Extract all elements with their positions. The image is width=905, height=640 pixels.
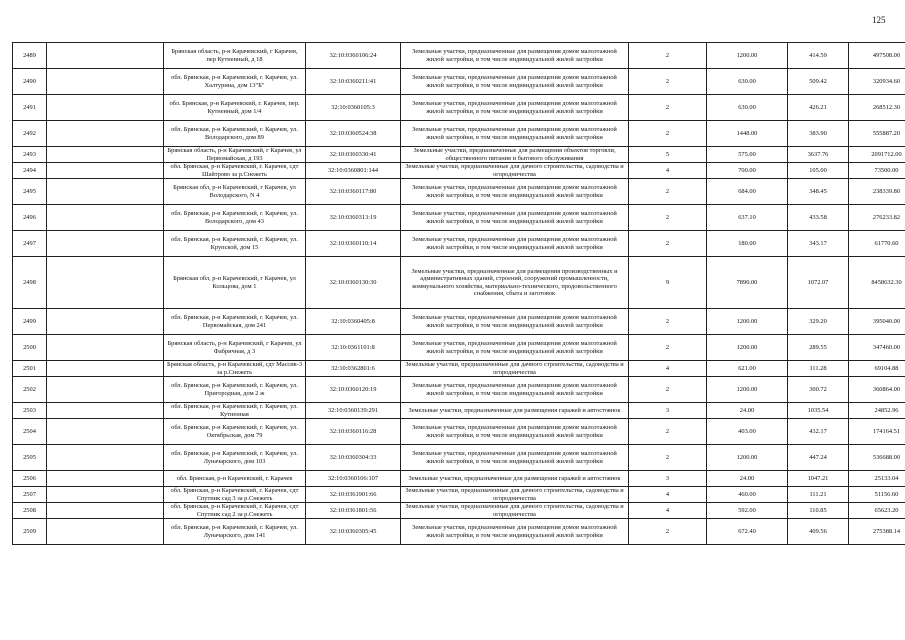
group-cell: 2: [629, 519, 707, 545]
cadastral-value-cell: 275388.14: [849, 519, 905, 545]
land-use-cell: Земельные участки, предназначенные для размещения домов малоэтажной жилой застройки, в том числе индивидуальной жилой застройки: [401, 377, 629, 403]
row-number-cell: 2502: [13, 377, 47, 403]
area-cell: 180.00: [707, 231, 788, 257]
cadastral-value-cell: 65623.20: [849, 503, 905, 519]
area-cell: 24.00: [707, 403, 788, 419]
unit-value-cell: 289.55: [788, 335, 849, 361]
table-row: [13, 419, 905, 445]
group-cell: 2: [629, 377, 707, 403]
land-use-cell: Земельные участки, предназначенные для размещения гаражей и автостоянок: [401, 471, 629, 487]
group-cell: 2: [629, 121, 707, 147]
cadastral-number-cell: 32:10:0362801:6: [306, 361, 401, 377]
land-use-cell: Земельные участки, предназначенные для размещения домов малоэтажной жилой застройки, в том числе индивидуальной жилой застройки: [401, 69, 629, 95]
cadastral-value-cell: 51156.60: [849, 487, 905, 503]
cadastral-value-cell: 347460.00: [849, 335, 905, 361]
empty-cell: [47, 121, 164, 147]
table-row: [13, 231, 905, 257]
cadastral-number-cell: 32:10:0360405:8: [306, 309, 401, 335]
table-row: [13, 257, 905, 309]
address-cell: Брянская область, р-н Карачевский, г Карачев, пер Кутненный, д 18: [164, 43, 306, 69]
address-cell: обл. Брянская, р-н Карачевский, г. Карачев, ул. Кутненная: [164, 403, 306, 419]
address-cell: обл. Брянская, р-н Карачевский, г. Карачев, пер. Кутненный, дом 1/4: [164, 95, 306, 121]
empty-cell: [47, 519, 164, 545]
cadastral-value-cell: 69104.88: [849, 361, 905, 377]
area-cell: 1200.00: [707, 377, 788, 403]
row-number-cell: 2506: [13, 471, 47, 487]
table-row: [13, 445, 905, 471]
cadastral-value-cell: 320934.60: [849, 69, 905, 95]
land-use-cell: Земельные участки, предназначенные для размещения домов малоэтажной жилой застройки, в том числе индивидуальной жилой застройки: [401, 95, 629, 121]
unit-value-cell: 348.45: [788, 179, 849, 205]
area-cell: 672.40: [707, 519, 788, 545]
land-use-cell: Земельные участки, предназначенные для размещения домов малоэтажной жилой застройки, в том числе индивидуальной жилой застройки: [401, 419, 629, 445]
land-use-cell: Земельные участки, предназначенные для размещения домов малоэтажной жилой застройки, в том числе индивидуальной жилой застройки: [401, 231, 629, 257]
row-number-cell: 2494: [13, 163, 47, 179]
cadastral-value-cell: 536688.00: [849, 445, 905, 471]
address-cell: обл. Брянская, р-н Карачевский, г. Карачев, ул. Пригородная, дом 2 ж: [164, 377, 306, 403]
empty-cell: [47, 419, 164, 445]
address-cell: обл. Брянская, р-н Карачевский, г. Карачев, ул. Володарского, дом 43: [164, 205, 306, 231]
cadastral-number-cell: 32:10:0360524:38: [306, 121, 401, 147]
row-number-cell: 2504: [13, 419, 47, 445]
empty-cell: [47, 43, 164, 69]
address-cell: Брянская область, р-н Карачевский, г Карачев, ул Первомайская, д 193: [164, 147, 306, 163]
row-number-cell: 2507: [13, 487, 47, 503]
cadastral-number-cell: 32:10:0360106:24: [306, 43, 401, 69]
cadastral-number-cell: 32:10:0360120:19: [306, 377, 401, 403]
table-row: [13, 43, 905, 69]
group-cell: 2: [629, 231, 707, 257]
unit-value-cell: 329.20: [788, 309, 849, 335]
land-use-cell: Земельные участки, предназначенные для размещения производственных и административных зданий, строений, сооружений промышленности, коммунального хозяйства, материально-технического, продовольственного снабжения, сбыта и заготовок: [401, 257, 629, 309]
table-row: [13, 361, 905, 377]
group-cell: 5: [629, 147, 707, 163]
table-row: [13, 205, 905, 231]
empty-cell: [47, 205, 164, 231]
empty-cell: [47, 377, 164, 403]
cadastral-number-cell: 32:10:0360117:80: [306, 179, 401, 205]
group-cell: 3: [629, 403, 707, 419]
group-cell: 2: [629, 335, 707, 361]
address-cell: обл. Брянская, р-н Карачевский, г. Карачев, ул. Первомайская, дом 241: [164, 309, 306, 335]
cadastral-number-cell: 32:10:0360801:144: [306, 163, 401, 179]
land-use-cell: Земельные участки, предназначенные для дачного строительства, садоводства и огородничества: [401, 361, 629, 377]
unit-value-cell: 509.42: [788, 69, 849, 95]
unit-value-cell: 1047.21: [788, 471, 849, 487]
empty-cell: [47, 445, 164, 471]
table-row: [13, 309, 905, 335]
empty-cell: [47, 471, 164, 487]
group-cell: 2: [629, 95, 707, 121]
page-number: 125: [872, 15, 886, 25]
cadastral-value-cell: 8458632.30: [849, 257, 905, 309]
unit-value-cell: 426.21: [788, 95, 849, 121]
row-number-cell: 2503: [13, 403, 47, 419]
table-row: [13, 163, 905, 179]
address-cell: обл. Брянская, р-н Карачевский, г. Карачев, ул. Октябрьская, дом 79: [164, 419, 306, 445]
row-number-cell: 2505: [13, 445, 47, 471]
table-row: [13, 69, 905, 95]
empty-cell: [47, 309, 164, 335]
table-row: [13, 147, 905, 163]
land-use-cell: Земельные участки, предназначенные для размещения домов малоэтажной жилой застройки, в том числе индивидуальной жилой застройки: [401, 309, 629, 335]
table-row: [13, 403, 905, 419]
empty-cell: [47, 163, 164, 179]
cadastral-value-cell: 268512.30: [849, 95, 905, 121]
address-cell: обл. Брянская, р-н Карачевский, г. Карачев, ул. Луначарского, дом 141: [164, 519, 306, 545]
group-cell: 4: [629, 487, 707, 503]
land-use-cell: Земельные участки, предназначенные для размещения домов малоэтажной жилой застройки, в том числе индивидуальной жилой застройки: [401, 179, 629, 205]
unit-value-cell: 432.17: [788, 419, 849, 445]
address-cell: обл. Брянская, р-н Карачевский, г. Карачев, ул. Халтурина, дом 13"Б": [164, 69, 306, 95]
area-cell: 700.00: [707, 163, 788, 179]
group-cell: 2: [629, 179, 707, 205]
unit-value-cell: 110.85: [788, 503, 849, 519]
land-plots-table: [12, 42, 905, 545]
cadastral-number-cell: 32:10:0360305:45: [306, 519, 401, 545]
area-cell: 637.10: [707, 205, 788, 231]
empty-cell: [47, 335, 164, 361]
row-number-cell: 2493: [13, 147, 47, 163]
land-use-cell: Земельные участки, предназначенные для размещения гаражей и автостоянок: [401, 403, 629, 419]
area-cell: 684.00: [707, 179, 788, 205]
empty-cell: [47, 179, 164, 205]
unit-value-cell: 1035.54: [788, 403, 849, 419]
table-row: [13, 519, 905, 545]
row-number-cell: 2508: [13, 503, 47, 519]
empty-cell: [47, 487, 164, 503]
table-row: [13, 377, 905, 403]
row-number-cell: 2498: [13, 257, 47, 309]
cadastral-value-cell: 555887.20: [849, 121, 905, 147]
group-cell: 2: [629, 205, 707, 231]
land-use-cell: Земельные участки, предназначенные для размещения домов малоэтажной жилой застройки, в том числе индивидуальной жилой застройки: [401, 335, 629, 361]
unit-value-cell: 447.24: [788, 445, 849, 471]
unit-value-cell: 3637.76: [788, 147, 849, 163]
unit-value-cell: 111.28: [788, 361, 849, 377]
cadastral-value-cell: 497508.00: [849, 43, 905, 69]
address-cell: обл. Брянская, р-н Карачевский, г. Карачев, ул. Луначарского, дом 103: [164, 445, 306, 471]
row-number-cell: 2492: [13, 121, 47, 147]
cadastral-number-cell: 32:10:0360106:107: [306, 471, 401, 487]
group-cell: 3: [629, 471, 707, 487]
cadastral-number-cell: 32:10:0361801:56: [306, 503, 401, 519]
cadastral-value-cell: 24852.96: [849, 403, 905, 419]
group-cell: 2: [629, 419, 707, 445]
cadastral-number-cell: 32:10:0360130:30: [306, 257, 401, 309]
unit-value-cell: 414.59: [788, 43, 849, 69]
area-cell: 621.00: [707, 361, 788, 377]
unit-value-cell: 383.90: [788, 121, 849, 147]
cadastral-number-cell: 32:10:0360211:41: [306, 69, 401, 95]
row-number-cell: 2501: [13, 361, 47, 377]
cadastral-value-cell: 360864.00: [849, 377, 905, 403]
cadastral-number-cell: 32:10:0360304:33: [306, 445, 401, 471]
cadastral-number-cell: 32:10:0361901:66: [306, 487, 401, 503]
row-number-cell: 2496: [13, 205, 47, 231]
area-cell: 575.00: [707, 147, 788, 163]
land-use-cell: Земельные участки, предназначенные для дачного строительства, садоводства и огородничества: [401, 487, 629, 503]
area-cell: 403.00: [707, 419, 788, 445]
cadastral-value-cell: 61770.60: [849, 231, 905, 257]
group-cell: 4: [629, 361, 707, 377]
group-cell: 9: [629, 257, 707, 309]
cadastral-value-cell: 174164.51: [849, 419, 905, 445]
land-use-cell: Земельные участки, предназначенные для размещения домов малоэтажной жилой застройки, в том числе индивидуальной жилой застройки: [401, 205, 629, 231]
row-number-cell: 2489: [13, 43, 47, 69]
row-number-cell: 2497: [13, 231, 47, 257]
table-row: [13, 179, 905, 205]
row-number-cell: 2490: [13, 69, 47, 95]
group-cell: 2: [629, 309, 707, 335]
area-cell: 460.00: [707, 487, 788, 503]
area-cell: 592.00: [707, 503, 788, 519]
land-use-cell: Земельные участки, предназначенные для размещения объектов торговли, общественного питания и бытового обслуживания: [401, 147, 629, 163]
cadastral-number-cell: 32:10:0360313:19: [306, 205, 401, 231]
table-body: [13, 43, 905, 545]
address-cell: обл. Брянская, р-н Карачевский, г. Карачев, ул. Крупской, дом 15: [164, 231, 306, 257]
cadastral-number-cell: 32:10:0360105:3: [306, 95, 401, 121]
address-cell: обл. Брянская, р-н Карачевский, г. Карачев, сдт Шайтрово за р.Снежеть: [164, 163, 306, 179]
land-use-cell: Земельные участки, предназначенные для дачного строительства, садоводства и огородничества: [401, 163, 629, 179]
group-cell: 4: [629, 503, 707, 519]
empty-cell: [47, 503, 164, 519]
row-number-cell: 2500: [13, 335, 47, 361]
area-cell: 1200.00: [707, 43, 788, 69]
cadastral-value-cell: 395040.00: [849, 309, 905, 335]
unit-value-cell: 105.00: [788, 163, 849, 179]
table-row: [13, 335, 905, 361]
unit-value-cell: 111.21: [788, 487, 849, 503]
land-use-cell: Земельные участки, предназначенные для размещения домов малоэтажной жилой застройки, в том числе индивидуальной жилой застройки: [401, 445, 629, 471]
cadastral-number-cell: 32:10:0360110:14: [306, 231, 401, 257]
address-cell: обл. Брянская, р-н Карачевский, г. Карачев: [164, 471, 306, 487]
unit-value-cell: 300.72: [788, 377, 849, 403]
cadastral-value-cell: 25133.04: [849, 471, 905, 487]
unit-value-cell: 409.56: [788, 519, 849, 545]
area-cell: 24.00: [707, 471, 788, 487]
land-use-cell: Земельные участки, предназначенные для размещения домов малоэтажной жилой застройки, в том числе индивидуальной жилой застройки: [401, 519, 629, 545]
cadastral-value-cell: 2091712.00: [849, 147, 905, 163]
area-cell: 7890.00: [707, 257, 788, 309]
empty-cell: [47, 403, 164, 419]
address-cell: обл. Брянская, р-н Карачевский, г. Карачев, сдт Спутник сад 3 за р.Снежеть: [164, 487, 306, 503]
address-cell: Брянская обл, р-н Карачевский, г Карачев, ул Володарского, N 4: [164, 179, 306, 205]
group-cell: 4: [629, 163, 707, 179]
empty-cell: [47, 257, 164, 309]
land-use-cell: Земельные участки, предназначенные для размещения домов малоэтажной жилой застройки, в том числе индивидуальной жилой застройки: [401, 121, 629, 147]
area-cell: 1448.00: [707, 121, 788, 147]
area-cell: 630.00: [707, 95, 788, 121]
land-use-cell: Земельные участки, предназначенные для дачного строительства, садоводства и огородничества: [401, 503, 629, 519]
cadastral-value-cell: 238339.80: [849, 179, 905, 205]
empty-cell: [47, 361, 164, 377]
address-cell: обл. Брянская, р-н Карачевский, г. Карачев, ул. Володарского, дом 89: [164, 121, 306, 147]
table-row: [13, 487, 905, 503]
empty-cell: [47, 147, 164, 163]
table-row: [13, 95, 905, 121]
row-number-cell: 2509: [13, 519, 47, 545]
area-cell: 630.00: [707, 69, 788, 95]
row-number-cell: 2495: [13, 179, 47, 205]
empty-cell: [47, 95, 164, 121]
group-cell: 2: [629, 43, 707, 69]
cadastral-value-cell: 276233.82: [849, 205, 905, 231]
area-cell: 1200.00: [707, 309, 788, 335]
cadastral-number-cell: 32:10:0361101:8: [306, 335, 401, 361]
land-use-cell: Земельные участки, предназначенные для размещения домов малоэтажной жилой застройки, в том числе индивидуальной жилой застройки: [401, 43, 629, 69]
unit-value-cell: 343.17: [788, 231, 849, 257]
empty-cell: [47, 231, 164, 257]
area-cell: 1200.00: [707, 445, 788, 471]
table-row: [13, 121, 905, 147]
row-number-cell: 2499: [13, 309, 47, 335]
group-cell: 2: [629, 445, 707, 471]
cadastral-number-cell: 32:10:0360330:41: [306, 147, 401, 163]
cadastral-value-cell: 73500.00: [849, 163, 905, 179]
address-cell: Брянская область, р-н Карачевский, сдт Массив-3 за р.Снежеть: [164, 361, 306, 377]
empty-cell: [47, 69, 164, 95]
unit-value-cell: 1072.07: [788, 257, 849, 309]
cadastral-number-cell: 32:10:0360139:291: [306, 403, 401, 419]
address-cell: Брянская обл, р-н Карачевский, г Карачев, ул Кольцова, дом 1: [164, 257, 306, 309]
area-cell: 1200.00: [707, 335, 788, 361]
row-number-cell: 2491: [13, 95, 47, 121]
address-cell: обл. Брянская, р-н Карачевский, г. Карачев, сдт Спутник сад 2 за р.Снежеть: [164, 503, 306, 519]
cadastral-number-cell: 32:10:0360116:28: [306, 419, 401, 445]
address-cell: Брянская область, р-н Карачевский, г Карачев, ул Фабричная, д 3: [164, 335, 306, 361]
table-row: [13, 503, 905, 519]
unit-value-cell: 433.58: [788, 205, 849, 231]
table-row: [13, 471, 905, 487]
group-cell: 2: [629, 69, 707, 95]
